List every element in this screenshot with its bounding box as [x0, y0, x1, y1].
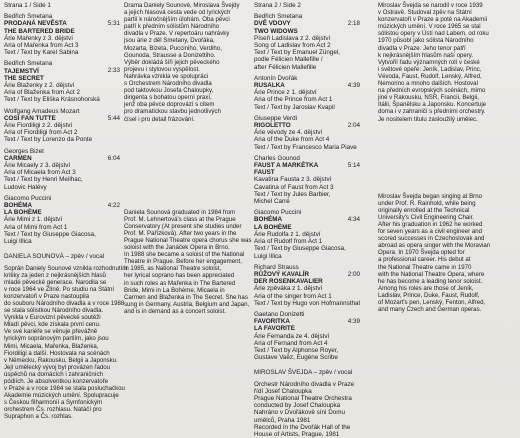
track-line: Aria of Blaženka from Act 2	[4, 89, 80, 97]
track-line: FAVORITKA	[254, 318, 290, 326]
bio-line: 1970 působí jako sólista Národního	[378, 37, 474, 45]
composer-name: Giacomo Puccini	[254, 209, 302, 217]
track-line: Aria of the singer from Act 1	[254, 292, 332, 300]
track-line: Árie vévody ze 4. dějství	[254, 129, 323, 137]
bio-line: he has become a leading tenor soloist.	[378, 277, 483, 285]
bio-line: Ve své kariéře se věnuje převážně	[4, 328, 98, 336]
notes-line: Gounoda, Strausse a Donizettiho.	[124, 51, 216, 59]
bio-line: jiné v Rakousku, NSR, Francii, Belgii,	[378, 94, 479, 102]
bio-line: doma i v zahraničí s předními orchestry.	[378, 108, 486, 116]
orchestra-credit	[254, 381, 360, 438]
bio-line: Opera. In 1970 Švejda opted for	[378, 249, 465, 257]
notes-line: s Orchestrem Národního divadla	[124, 80, 212, 88]
bio-line: abroad as opera singer with the Moravian	[378, 242, 491, 250]
bio-line: In 1988 she became a soloist of the National	[124, 251, 245, 259]
bio-line: Ladislav, Prince, Duke, Faust, Rudolf,	[378, 291, 480, 299]
track-line: Aria of the Prince from Act 1	[254, 96, 333, 104]
bio-line: orchestrem Čs. rozhlasu. Natáčí pro	[4, 406, 102, 414]
notes-line: pod taktovkou Josefa Chaloupky,	[124, 87, 214, 95]
notes-line: čísel i pro detail frázování.	[124, 115, 195, 123]
track-line: Árie zpěváka z 1. dějství	[254, 285, 323, 293]
track-entry	[4, 13, 120, 56]
side-one-column	[4, 0, 128, 421]
notes-line: projevu i stylovou vyspělost.	[124, 65, 200, 73]
track-line: Text / Text by Jules Barbier,	[254, 190, 331, 198]
track-line: Aria of Fiordiligi from Act 2	[4, 129, 78, 137]
track-entry	[254, 311, 360, 361]
orchestra-line: Orchestr Národního divadla v Praze	[254, 380, 355, 388]
track-line: BOHÉMA	[254, 216, 282, 224]
notes-line: a jejich hlasová cesta vede od lyrických	[124, 9, 231, 17]
bio-line: and is in demand as a concert soloist.	[124, 307, 226, 315]
track-line: Cavatina of Faust from Act 3	[254, 183, 334, 191]
composer-name: Bedřich Smetana	[254, 13, 303, 21]
bio-line: múzických umění. V roce 1965 se stal	[378, 23, 481, 31]
track-line: Text / Text by Henri Meilhac,	[4, 176, 83, 184]
track-entry	[254, 155, 360, 205]
track-line: DER ROSENKAVALIER	[254, 278, 323, 286]
track-entry	[4, 60, 120, 103]
notes-line: Nahrávka vznikla ve spolupráci	[124, 72, 208, 80]
track-duration: 4:39	[347, 317, 360, 325]
track-line: CARMEN	[4, 154, 32, 162]
bio-line: for seven years as a civil engineer and	[378, 228, 482, 236]
track-line: LA BOHÈME	[254, 223, 292, 231]
notes-line: Mozarta, Bizeta, Pucciniho, Verdiho,	[124, 44, 222, 52]
bio-line: Carmen and Blaženka in The Secret. She has	[124, 293, 248, 301]
notes-line: divadla v Praze. V repertoáru nahrávky	[124, 30, 230, 38]
notes-line: partií k náročnějším úlohám. Oba pěvci	[124, 16, 230, 24]
track-line: FAUST	[254, 169, 275, 177]
orchestra-line: Nahráno v Dvořákově síni Domu	[254, 409, 345, 417]
track-entry	[254, 115, 360, 151]
orchestra-line: řídí Josef Chaloupka	[254, 387, 312, 395]
bio-line: Nemorino a mnoho dalších. Hostoval	[378, 80, 478, 88]
track-line: Gustave Vaëz, Eugène Scribe	[254, 354, 338, 362]
side-two-tracklist	[254, 13, 360, 361]
bio-line: Vytvořil řadu významných rolí v české	[378, 58, 480, 66]
composer-name: Georges Bizet	[4, 147, 44, 155]
track-line: Aria of Rudolf from Act 1	[254, 238, 323, 246]
bio-line: konzervatoři v Praze a poté na Akademii	[378, 16, 488, 24]
side-two-column	[254, 0, 360, 438]
bio-line: do souboru Národního divadla a v roce 1988	[4, 299, 125, 307]
bio-line: i světové opeře: Jeník, Ladislav, Princ,	[378, 65, 482, 73]
notes-line: patří k předním sólistům Národního	[124, 23, 220, 31]
track-entry	[4, 108, 120, 144]
bio-line: in such roles as Mařenka in The Bartered	[124, 279, 236, 287]
bio-line: Je nositelem titulu zasloužilý umělec.	[378, 115, 478, 123]
bio-line: under Prof. R. Rainhold, while being	[378, 199, 476, 207]
track-line: FAUST A MARKÉTKA	[254, 162, 319, 170]
notes-line: jenž oba pěvce doprovází s citem	[124, 101, 215, 109]
notes-column	[124, 0, 250, 400]
notes-line: Drama Daniely Sounové, Miroslava Švejdy	[124, 2, 240, 9]
bio-line: Miroslav Švejda began singing at Brno	[378, 192, 482, 200]
bio-line: kritiky za jeden z nejkrásnějších hlasů	[4, 271, 106, 279]
track-line: RŮŽOVÝ KAVALÍR	[254, 270, 310, 278]
track-entry	[4, 148, 120, 191]
bio-line: Její umělecký vývoj byl provázen řadou	[4, 363, 111, 371]
track-line: TWO WIDOWS	[254, 27, 298, 35]
bio-line: sólistou opery v Ústí nad Labem, od roku	[378, 30, 489, 38]
track-line: Text / Text by Emanuel Züngel,	[254, 49, 340, 57]
track-line: TAJEMSTVÍ	[4, 67, 39, 75]
track-duration: 6:04	[107, 154, 120, 162]
side-one-header: Strana 1 / Side 1	[4, 2, 51, 9]
composer-name: Antonín Dvořák	[254, 74, 298, 82]
track-entry	[254, 209, 360, 259]
composer-name: Gaetano Donizetti	[254, 310, 305, 318]
track-line: Luigi Illica	[254, 252, 282, 260]
track-line: Aria of the Duke from Act 4	[254, 136, 330, 144]
side-one-tracklist	[4, 13, 120, 245]
bio-line: k nejkrásnějším hlasům naší opery.	[378, 51, 474, 59]
bio-line: Prof. M. Lehnertová's class at the Prague	[124, 215, 236, 223]
bio-line: s Českou filharmonií a Symfonickým	[4, 399, 103, 407]
track-line: RUSALKA	[254, 82, 285, 90]
track-line: Árie Mařenky z 3. dějství	[4, 34, 73, 42]
track-entry	[254, 13, 360, 71]
bio-line: v Praze a v roce 1984 se stala posluchačkou	[4, 385, 125, 393]
track-line: Aria of Mimi from Act 1	[4, 223, 68, 231]
track-entry	[254, 75, 360, 111]
bio-czech-svejda	[378, 2, 518, 123]
bio-line: Mladí pěvci, kde získala první cenu.	[4, 321, 101, 329]
composer-name: Bedřich Smetana	[4, 13, 53, 21]
notes-line: jsou árie z děl Smetany, Dvořáka,	[124, 37, 215, 45]
bio-line: University's Civil Engineering Chair.	[378, 213, 474, 221]
bio-line: soloist with the Janáček Opera in Brno.	[124, 244, 230, 252]
bio-line: Soprán Daniely Sounové vznikla rozhodnutím	[4, 264, 128, 272]
bio-line: the National Theatre came in 1970	[378, 263, 472, 271]
bio-line: v Německu, Rakousku, Belgii a Japonsku.	[4, 356, 118, 364]
track-line: Text / Text by Lorenzo da Ponte	[4, 136, 93, 144]
track-duration: 5:14	[347, 161, 360, 169]
bio-line: na předních evropských scénách, mimo	[378, 87, 486, 95]
bio-line: originally enrolled at the Technical	[378, 206, 470, 214]
track-duration: 4:34	[347, 216, 360, 224]
bio-english-sounova	[124, 209, 250, 315]
track-line: Árie Prince z 1. dějství	[254, 89, 317, 97]
track-line: Aria of Fernand from Act 4	[254, 339, 328, 347]
track-line: Text / Text by Hugo von Hofmannsthal	[254, 299, 360, 307]
track-line: COSÍ FAN TUTTE	[4, 114, 56, 122]
track-duration: 4:39	[347, 81, 360, 89]
bio-line: Theatre in Prague. Before her engagement,	[124, 258, 242, 266]
track-line: DVĚ VDOVY	[254, 20, 291, 28]
orchestra-line: House of Artists, Prague, 1981	[254, 430, 340, 438]
track-line: Kavatina Fausta z 3. dějství	[254, 176, 332, 184]
composer-name: Bedřich Smetana	[4, 60, 53, 68]
bio-line: sung in Germany, Austria, Belgium and Japan,	[124, 300, 250, 308]
notes-line: Výběr dokládá šíři jejich pěveckého	[124, 58, 220, 66]
bio-line: with the National Theatre Opera, where	[378, 270, 485, 278]
notes-line: dirigenta s bohatou operní praxí,	[124, 94, 212, 102]
bio-line: Fiordiligi a další. Hostovala na scénách	[4, 349, 110, 357]
bio-line: Conservatory (At present she studies under	[124, 222, 242, 230]
track-duration: 5:31	[107, 20, 120, 28]
notes-line: pro dramatickou stavbu jednotlivých	[124, 108, 221, 116]
track-line: Text / Text by Karel Sabina	[4, 49, 79, 57]
track-line: Text / Text by Giuseppe Giacosa,	[4, 230, 96, 238]
track-line: BOHÉMA	[4, 202, 32, 210]
track-duration: 4:22	[107, 201, 120, 209]
bio-line: úspěchů na domácích i zahraničních	[4, 370, 103, 378]
bio-line: Prague National Theatre opera chorus she was	[124, 236, 252, 244]
composer-name: Charles Gounod	[254, 154, 300, 162]
track-duration: 2:33	[107, 67, 120, 75]
bio-line: Among his roles are those of Jeník,	[378, 284, 474, 292]
track-line: Árie Blaženky z 2. dějství	[4, 82, 75, 90]
track-duration: 2:18	[347, 20, 360, 28]
bio-line: mladé pěvecké generace. Narodila se	[4, 278, 107, 286]
svejda-column	[378, 0, 518, 400]
bio-line: a professional career. His debut at	[378, 256, 471, 264]
orchestra-line: Recorded in the Dvořák Hall of the	[254, 423, 351, 431]
track-duration: 5:44	[107, 114, 120, 122]
bio-line: konzervatoři v Praze nastoupila	[4, 292, 90, 300]
track-line: Píseň Ladislava z 2. dějství	[254, 34, 331, 42]
bio-line: Vévoda, Faust, Rudolf, Lenský, Alfred,	[378, 72, 482, 80]
track-line: Aria of Micaela from Act 3	[4, 169, 76, 177]
side-two-credit: MIROSLAV ŠVEJDA – zpěv / vocal	[254, 369, 353, 377]
bio-line: her lyrical soprano has been appreciated	[124, 272, 235, 280]
bio-line: pódiích. Je absolventkou konzervatoře	[4, 378, 108, 385]
bio-line: and many Czech and German operas.	[378, 306, 482, 314]
track-line: Ludovic Halévy	[4, 183, 47, 191]
bio-line: v roce 1964 ve Zlíně. Po studiu na Státní	[4, 285, 115, 293]
track-line: Árie Mimi z 1. dějství	[4, 216, 63, 224]
track-line: THE SECRET	[4, 74, 44, 82]
bio-english-svejda	[378, 193, 518, 314]
orchestra-line: umělců, Praha 1981	[254, 416, 311, 424]
bio-line: of Mozart's pen, Lenský, Fenton, Alfred,	[378, 299, 486, 306]
bio-line: Miroslav Švejda se narodil v roce 1939	[378, 2, 483, 9]
side-one-credit: DANIELA SOUNOVÁ – zpěv / vocal	[4, 253, 105, 261]
bio-line: lyrickým sopránovým partiím, jako jsou	[4, 335, 109, 343]
track-line: Luigi Illica	[4, 238, 32, 246]
bio-line: Akademie múzických umění. Spolupracuje	[4, 392, 119, 400]
composer-name: Giacomo Puccini	[4, 194, 52, 202]
track-line: podle Félicien Mallefille /	[254, 56, 323, 64]
bio-line: Daniela Sounová graduated in 1984 from	[124, 208, 236, 216]
orchestra-line: conducted by Josef Chaloupka	[254, 402, 341, 410]
track-line: Song of Ladislav from Act 2	[254, 42, 331, 50]
bio-line: Prof. M. Pařízková). After two years in the	[124, 229, 237, 237]
track-entry	[4, 195, 120, 245]
track-line: Árie Fiordiligi z 2. dějství	[4, 122, 73, 130]
bio-line: v Ostravě. Studoval zpěv na Státní	[378, 9, 472, 17]
composer-name: Giuseppe Verdi	[254, 114, 298, 122]
composer-name: Richard Strauss	[254, 263, 299, 271]
track-line: after Félicien Mallefille	[254, 63, 317, 71]
composer-name: Wolfgang Amadeus Mozart	[4, 107, 80, 115]
bio-line: Bride, Mimi in La Bohème, Micaela in	[124, 286, 225, 294]
track-line: Michel Carré	[254, 198, 290, 206]
track-line: Árie Rudolfa z 1. dějství	[254, 230, 321, 238]
track-line: Text / Text by Alphonse Royer,	[254, 346, 339, 354]
track-line: Text / Text by Francesco Maria Piave	[254, 143, 357, 151]
bio-line: Itálii, Španělsku a Japonsku. Koncertuje	[378, 101, 487, 109]
track-line: Text / Text by Jaroslav Kvapil	[254, 103, 335, 111]
side-two-header: Strana 2 / Side 2	[254, 2, 301, 9]
bio-line: scored successes in Czechoslovak and	[378, 235, 485, 243]
track-line: Text / Text by Giuseppe Giacosa,	[254, 245, 346, 253]
bio-line: divadla v Praze. Jeho tenor patří	[378, 44, 466, 52]
track-line: PRODANÁ NEVĚSTA	[4, 20, 67, 28]
track-line: LA FAVORITE	[254, 325, 295, 333]
bio-line: in 1985, as National Theatre soloist,	[124, 265, 222, 273]
track-line: Árie Micaely z 3. dějství	[4, 162, 71, 170]
bio-czech-sounova	[4, 264, 128, 421]
track-line: RIGOLETTO	[254, 122, 291, 130]
track-line: LA BOHÈME	[4, 209, 42, 217]
track-line: Aria of Mařenka from Act 3	[4, 42, 79, 50]
track-entry	[254, 264, 360, 307]
track-line: Árie Fernanda ze 4. dějství	[254, 332, 330, 340]
bio-line: Mimi, Micaela, Mařenka, Blaženka,	[4, 342, 99, 350]
track-duration: 2:00	[347, 270, 360, 278]
bio-line: Vynikla v Eurovizní pěvecké soutěži	[4, 314, 101, 322]
bio-line: se stala sólistkou Národního divadla.	[4, 307, 104, 315]
bio-line: Supraphon a Čs. rozhlas.	[4, 413, 73, 421]
track-duration: 2:04	[347, 121, 360, 129]
track-line: THE BARTERED BRIDE	[4, 27, 75, 35]
bio-line: After his graduation in 1962 he worked	[378, 220, 483, 228]
track-line: Text / Text by Eliška Krásnohorská	[4, 96, 100, 104]
notes-czech	[124, 2, 250, 123]
orchestra-line: Prague National Theatre Orchestra	[254, 394, 352, 402]
